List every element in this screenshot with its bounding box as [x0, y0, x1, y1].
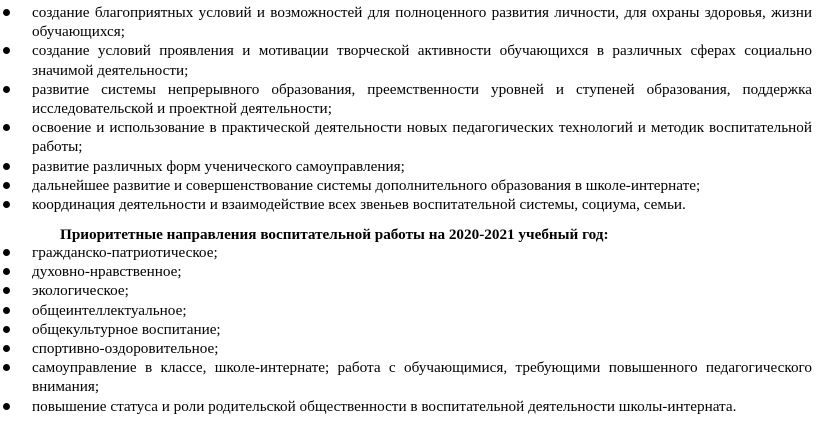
- bullet-icon: [3, 268, 10, 275]
- list-item: [0, 157, 816, 176]
- list-item-text: повышение статуса и роли родительской общественности в воспитательной деятельности школы-интерната.: [32, 397, 737, 415]
- list-item: [0, 176, 816, 195]
- list-item: [0, 195, 816, 214]
- bullet-icon: [3, 163, 10, 170]
- section-heading: Приоритетные направления воспитательной работы на 2020-2021 учебный год:: [60, 226, 609, 243]
- list-item-text: самоуправление в классе, школе-интернате; работа с обучающимися, требующими повышенного педагогического внимания;: [32, 359, 812, 396]
- tasks-list: [0, 3, 816, 214]
- bullet-icon: [3, 182, 10, 189]
- bullet-icon: [3, 47, 10, 54]
- list-item: [0, 320, 816, 339]
- bullet-icon: [3, 326, 10, 333]
- list-item: [0, 243, 816, 262]
- list-item: [0, 301, 816, 320]
- bullet-icon: [3, 249, 10, 256]
- bullet-icon: [3, 403, 10, 410]
- list-item: [0, 118, 816, 156]
- list-item-text: дальнейшее развитие и совершенствование системы дополнительного образования в школе-интернате;: [32, 176, 701, 194]
- bullet-icon: [3, 364, 10, 371]
- list-item-text: развитие системы непрерывного образования, преемственности уровней и ступеней образования, поддержка исследовательской и проектной деятельности;: [32, 80, 812, 118]
- bullet-icon: [3, 9, 10, 16]
- list-item: [0, 339, 816, 358]
- list-item: [0, 358, 816, 396]
- list-item-text: спортивно-оздоровительное;: [32, 340, 219, 358]
- list-item-text: развитие различных форм ученического самоуправления;: [32, 157, 405, 175]
- list-item: [0, 80, 816, 118]
- list-item-text: координация деятельности и взаимодействие всех звеньев воспитательной системы, социума, семьи.: [32, 196, 686, 214]
- list-item-text: создание условий проявления и мотивации творческой активности обучающихся в различных сферах социально значимой деятельности;: [32, 42, 812, 79]
- list-item: [0, 281, 816, 300]
- list-item-text: общеинтеллектуальное;: [32, 301, 187, 319]
- list-item-text: духовно-нравственное;: [32, 263, 182, 281]
- bullet-icon: [3, 86, 10, 93]
- directions-list: [0, 243, 816, 416]
- list-item-text: создание благоприятных условий и возможностей для полноценного развития личности, для охраны здоровья, жизни обучающихся;: [32, 4, 812, 41]
- bullet-icon: [3, 201, 10, 208]
- bullet-icon: [3, 307, 10, 314]
- list-item: [0, 41, 816, 79]
- bullet-icon: [3, 124, 10, 131]
- list-item-text: общекультурное воспитание;: [32, 320, 221, 338]
- list-item: [0, 397, 816, 416]
- list-item: [0, 262, 816, 281]
- list-item-text: освоение и использование в практической деятельности новых педагогических технологий и методик воспитательной работы;: [32, 119, 812, 156]
- bullet-icon: [3, 287, 10, 294]
- bullet-icon: [3, 345, 10, 352]
- list-item: [0, 3, 816, 41]
- list-item-text: гражданско-патриотическое;: [32, 244, 218, 261]
- list-item-text: экологическое;: [32, 282, 129, 300]
